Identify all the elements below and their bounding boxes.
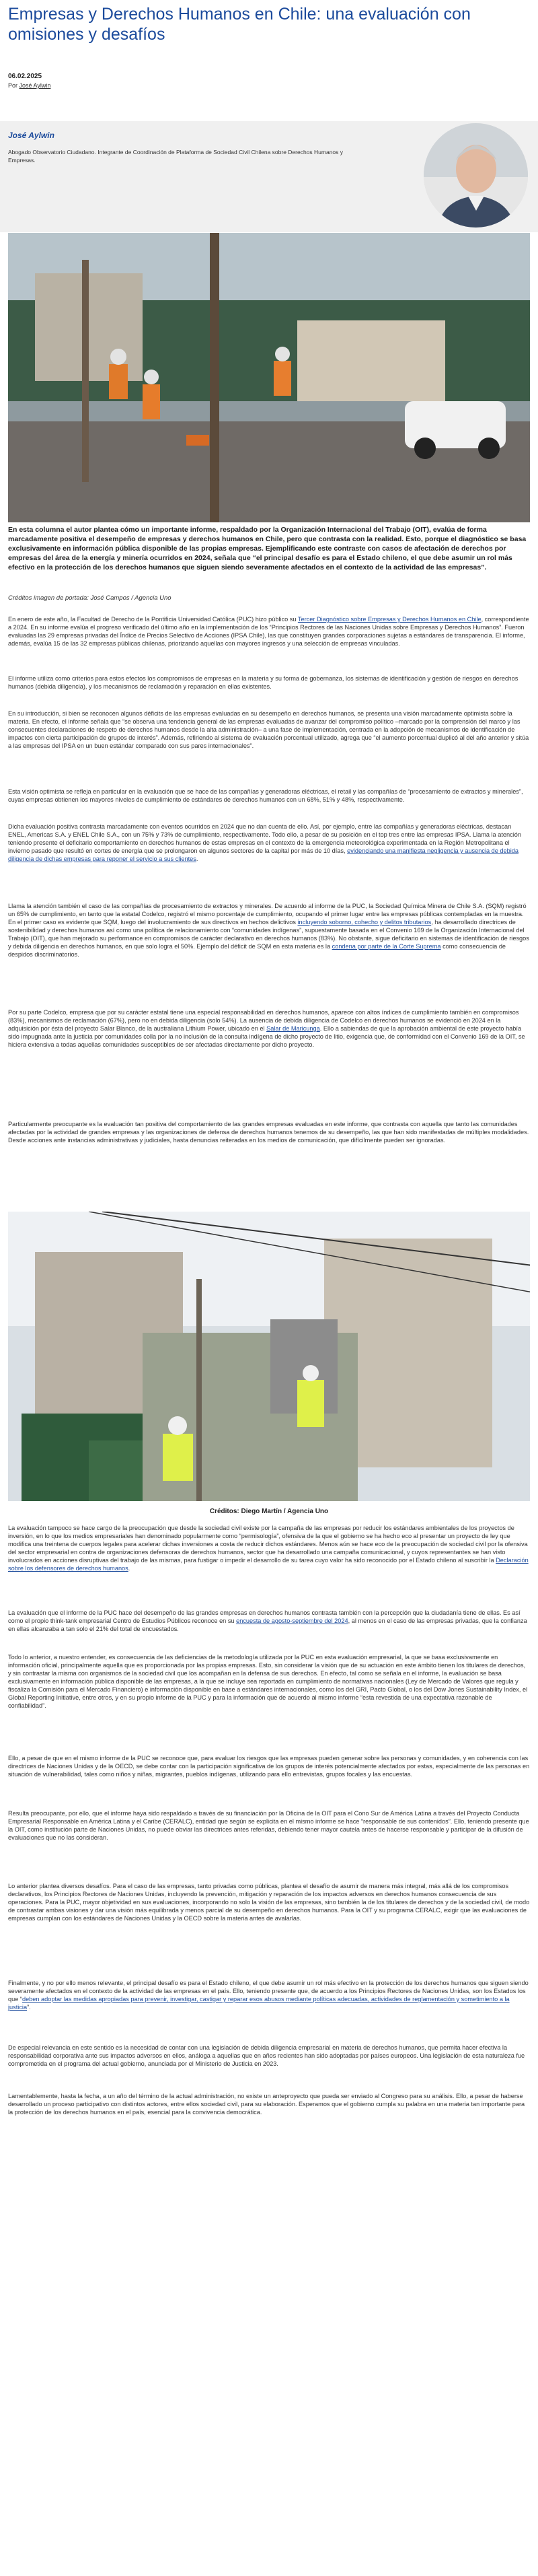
paragraph: Particularmente preocupante es la evaluación tan positiva del comportamiento de las grandes empresas evaluadas en este informe, que contrasta con aquella que tanto las comunidades afectadas por la actividad de grandes empresas y las organizaciones de defensa de derechos humanos tenemos de su desempeño, las que han sido manifestadas de múltiples modalidades. Desde acciones ante instancias administrativas y judiciales, hasta denuncias reiteradas en los medios de comunicación, que difícilmente pueden ser ignoradas. (8, 1121, 529, 1144)
paragraph: Por su parte Codelco, empresa que por su carácter estatal tiene una especial responsabilidad en derechos humanos, aparece con altos índices de cumplimiento también en compromisos (83%), mecanismos de reclamación (67%), pero no en debida diligencia (solo 54%). La ausencia de debida diligencia de Codelco en derechos humanos se evidenció en 2024 en la adquisición por ésta del proyecto Salar Blanco, de la australiana Lithium Power, ubicado en el Salar de Maricunga. Ello a sabiendas de que la aprobación ambiental de este proyecto había sido impugnada ante la justicia por comunidades colla por la no inclusión de la consulta indígena de dicho proyecto de litio, exigencia que, de conformidad con el Convenio 169 de la OIT, se hiciera extensiva a todas aquellas comunidades susceptibles de ser afectadas directamente por dicho proyecto. (8, 1009, 525, 1048)
paragraph-link[interactable]: incluyendo soborno, cohecho y delitos tributarios (297, 919, 432, 926)
article-lead: En esta columna el autor plantea cómo un importante informe, respaldado por la Organización Internacional del Trabajo (OIT), evalúa de forma marcadamente positiva el desempeño de empresas y derechos humanos en Chile, pero que contrasta con la realidad. Esto, porque el diagnóstico se basa exclusivamente en información pública disponible de las propias empresas. Ejemplificando este contraste con casos de afectación de derechos por empresas del área de la energía y minería ocurridos en 2024, señala que “el principal desafío es para el Estado chileno, el que debe asumir un rol más efectivo en la protección de los derechos humanos que siguen siendo severamente afectados en el contexto de la actividad de las empresas”. (8, 526, 527, 571)
paragraph: Todo lo anterior, a nuestro entender, es consecuencia de las deficiencias de la metodología utilizada por la PUC en esta evaluación empresarial, la que se basa exclusivamente en información oficial, principalmente aquella que es proporcionada por las propias empresas. Esto, sin considerar la visión que de su actuación en este ámbito tienen los titulares de derechos, y sin contrastar la misma con organismos de la sociedad civil que los acompañan en la defensa de sus derechos. En efecto, tal como se señala en el informe, la evaluación se basa exclusivamente en información pública disponible de las empresas, a la que se incluye sea reportada en cumplimiento de normativas nacionales (Ley de Mercado de Valores que regula y fiscaliza la Comisión para el Mercado Financiero) e información disponible en base a estándares internacionales, como los del GRI, Pacto Global, o los del Dow Jones Sustainability Index, el Global Reporting Initiative, entre otros, y en su propio informe de la PUC y para la información que de acuerdo al mismo informe “esta revestida de una expectativa razonable de confiabilidad”. (8, 1654, 528, 1709)
article-title: Empresas y Derechos Humanos en Chile: una evaluación con omisiones y desafíos (8, 5, 471, 44)
paragraph-link[interactable]: Declaración sobre los defensores de derechos humanos (8, 1557, 529, 1572)
cover-photo (8, 233, 530, 522)
cover-photo-credit: Créditos imagen de portada: José Campos / Agencia Uno (8, 594, 171, 602)
author-name: José Aylwin (8, 131, 54, 140)
paragraph: El informe utiliza como criterios para estos efectos los compromisos de empresas en la materia y su forma de gobernanza, los sistemas de identificación y gestión de riesgos en derechos humanos (debida diligencia), y los mecanismos de reclamación y reparación en ellas existentes. (8, 675, 518, 690)
paragraph-link[interactable]: Salar de Maricunga (266, 1025, 320, 1032)
article-byline (8, 82, 50, 89)
paragraph: Dicha evaluación positiva contrasta marcadamente con eventos ocurridos en 2024 que no dan cuenta de ello. Así, por ejemplo, entre las compañías y generadoras eléctricas, destacan ENEL, Americas S.A. y ENEL Chile S.A., con un 75% y 73% de cumplimiento, respectivamente. Todo ello, a pesar de su posición en el top tres entre las empresas IPSA. Llama la atención teniendo presente el deficitario comportamiento en derechos humanos de estas empresas en el contexto de la emergencia meteorológica experimentada en la Región Metropolitana el invierno pasado que resultó en cortes de energía que se prolongaron en algunos sectores de la capital por más de 10 días, evidenciando una manifiesta negligencia y ausencia de debida diligencia de dichas empresas para reponer el servicio a sus clientes. (8, 823, 521, 862)
paragraph: La evaluación tampoco se hace cargo de la preocupación que desde la sociedad civil existe por la campaña de las empresas por reducir los estándares ambientales de los proyectos de inversión, en lo que los medios empresariales han denominado popularmente como “permisología”, ofensiva de la que el gobierno se ha hecho eco al presentar un proyecto de ley que modifica una treintena de cuerpos legales para acelerar dichas inversiones a costa de reducir dichos estándares. Menos aún se hace eco de la preocupación de sociedad civil por la ofensiva del sector empresarial en contra de organizaciones defensoras de derechos humanos, sector que ha desarrollado una campaña comunicacional, y cuyos representantes se han visto involucrados en acciones disruptivas del trabajo de las mismas, para fustigar o impedir el desarrollo de su tarea cuyo valor ha sido reconocido por el Estado chileno al suscribir la Declaración sobre los defensores de derechos humanos. (8, 1525, 529, 1572)
paragraph-link[interactable]: deben adoptar las medidas apropiadas para prevenir, investigar, castigar y reparar esos abusos mediante políticas adecuadas, actividades de reglamentación y sometimiento a la justicia (8, 1996, 510, 2011)
author-bio: Abogado Observatorio Ciudadano. Integrante de Coordinación de Plataforma de Sociedad Civil Chilena sobre Derechos Humanos y Empresas. (8, 149, 344, 164)
article-photo (8, 1212, 530, 1501)
byline-prefix: Por (8, 82, 18, 89)
article-photo-credit: Créditos: Diego Martín / Agencia Uno (209, 1508, 329, 1515)
paragraph: Esta visión optimista se refleja en particular en la evaluación que se hace de las compañías y generadoras eléctricas, el retail y las compañías de “procesamiento de extractos y minerales”, cuyas empresas obtienen los mayores niveles de cumplimiento de estándares de derechos humanos con un 68%, 51% y 48%, respectivamente. (8, 788, 523, 803)
paragraph: Lamentablemente, hasta la fecha, a un año del término de la actual administración, no existe un anteproyecto que pueda ser enviado al Congreso para su análisis. Ello, a pesar de haberse desarrollado un proceso participativo con distintos actores, entre ellos sociedad civil, para su elaboración. Esperamos que el gobierno cumpla su palabra en una materia tan importante para la protección de los derechos humanos en el país, esencial para la convivencia democrática. (8, 2093, 525, 2116)
paragraph: Llama la atención también el caso de las compañías de procesamiento de extractos y minerales. De acuerdo al informe de la PUC, la Sociedad Química Minera de Chile S.A. (SQM) registró un 65% de cumplimiento, en tanto que la estatal Codelco, registró el mismo porcentaje de cumplimiento, ocupando el primer lugar entre las empresas públicas contempladas en la muestra. En el primer caso es evidente que SQM, luego del involucramiento de sus directivos en hechos delictivos incluyendo soborno, cohecho y delitos tributarios, ha desarrollado directrices de sostenibilidad y derechos humanos así como una política de relacionamiento con “comunidades indígenas”, supuestamente basada en el Convenio 169 de la Organización Internacional del Trabajo (OIT), que han mejorado su performance en compromisos de carácter declarativo en derechos humanos (83%). No obstante, sigue deficitario en sistemas de identificación de riesgos y debida diligencia en derechos humanos, en que solo logra el 50%. Ejemplo del déficit de SQM en esta materia es la condena por parte de la Corte Suprema como consecuencia de despidos discriminatorios. (8, 903, 529, 958)
paragraph: Lo anterior plantea diversos desafíos. Para el caso de las empresas, tanto privadas como públicas, plantea el desafío de asumir de manera más integral, más allá de los compromisos declarativos, los Principios Rectores de Naciones Unidas, incluyendo la prevención, mitigación y reparación de los impactos adversos en derechos humanos consecuencia de sus operaciones. Para la PUC, mayor objetividad en sus evaluaciones, incorporando no solo la visión de las empresas, sino también la de los titulares de derechos y de la sociedad civil, de modo de contrastar ambas visiones y dar una visión más equilibrada y menos parcial de su desempeño en derechos humanos. Para la OIT y su programa CERALC, exigir que las evaluaciones de empresas cumplan con los estándares de Naciones Unidas y la OECD sobre la materia antes de avalarlas. (8, 1883, 530, 1922)
author-avatar (424, 123, 528, 228)
paragraph: Resulta preocupante, por ello, que el informe haya sido respaldado a través de su financiación por la Oficina de la OIT para el Cono Sur de América Latina a través del Proyecto Conducta Empresarial Responsable en América Latina y el Caribe (CERALC), entidad que según se explicita en el mismo informe se hace “responsable de sus contenidos”. Ello, teniendo presente que la OIT, como institución parte de Naciones Unidas, no puede obviar las directrices antes referidas, debiendo tener mayor cautela antes de hacerse responsable y participar de la difusión de evaluaciones que no las consideran. (8, 1810, 529, 1841)
paragraph-link[interactable]: evidenciando una manifiesta negligencia y ausencia de debida diligencia de dichas empresas para reponer el servicio a sus clientes (8, 847, 519, 862)
paragraph-link[interactable]: Tercer Diagnóstico sobre Empresas y Derechos Humanos en Chile (297, 616, 482, 623)
paragraph: De especial relevancia en este sentido es la necesidad de contar con una legislación de debida diligencia empresarial en materia de derechos humanos, que permita hacer efectiva la responsabilidad corporativa ante sus impactos adversos en ellos, análoga a aquellas que en años recientes han sido adoptadas por países europeos. Una legislación de esta naturaleza fue comprometida en el programa del actual gobierno, anunciada por el Ministerio de Justicia en 2023. (8, 2044, 525, 2067)
byline-author-link[interactable]: José Aylwin (19, 82, 51, 89)
paragraph-link[interactable]: encuesta de agosto-septiembre del 2024 (236, 1617, 348, 1624)
paragraph: En enero de este año, la Facultad de Derecho de la Pontificia Universidad Católica (PUC) hizo público su Tercer Diagnóstico sobre Empresas y Derechos Humanos en Chile, correspondiente a 2024. En su informe evalúa el progreso verificado del último año en la implementación de los “Principios Rectores de las Naciones Unidas sobre Empresas y Derechos Humanos”. Fueron evaluadas las 29 empresas privadas del Índice de Precios Selectivo de Acciones (IPSA Chile), las que constituyen grandes corporaciones sujetas a estándares de transparencia. El informe, además, evalúa 15 de las 32 empresas públicas chilenas, priorizando aquellas con mayores ingresos y una selección de empresas vinculadas. (8, 616, 529, 647)
paragraph-link[interactable]: condena por parte de la Corte Suprema (332, 943, 441, 950)
paragraph: La evaluación que el informe de la PUC hace del desempeño de las grandes empresas en derechos humanos contrasta también con la percepción que la ciudadanía tiene de ellas. Es así como el propio think-tank empresarial Centro de Estudios Públicos reconoce en su encuesta de agosto-septiembre del 2024, al menos en el caso de las empresas privadas, que la confianza en ellas alcanzaba a tan solo el 21% del total de encuestados. (8, 1609, 527, 1632)
article-date: 06.02.2025 (8, 73, 42, 80)
paragraph: Ello, a pesar de que en el mismo informe de la PUC se reconoce que, para evaluar los riesgos que las empresas pueden generar sobre las personas y comunidades, y en coherencia con las directrices de Naciones Unidas y de la OECD, se debe contar con la participación significativa de los grupos de interés potencialmente afectados por estas, especialmente de las personas en situación de vulnerabilidad, tales como niños y niñas, migrantes, pueblos indígenas, utilizando para ello entrevistas, grupos focales y las encuestas. (8, 1755, 530, 1778)
paragraph: Finalmente, y no por ello menos relevante, el principal desafío es para el Estado chileno, el que debe asumir un rol más efectivo en la protección de los derechos humanos que siguen siendo severamente afectados en el contexto de la actividad de las empresas en el país. Ello, teniendo presente que, de acuerdo a los Principios Rectores de Naciones Unidas, son los Estados los que “deben adoptar las medidas apropiadas para prevenir, investigar, castigar y reparar esos abusos mediante políticas adecuadas, actividades de reglamentación y sometimiento a la justicia”. (8, 1980, 529, 2011)
paragraph: En su introducción, si bien se reconocen algunos déficits de las empresas evaluadas en su desempeño en derechos humanos, se presenta una visión marcadamente optimista sobre la materia. En efecto, el informe señala que “se observa una tendencia general de las empresas evaluadas de avanzar del compromiso político –marcado por la comprensión del marco y las consecuentes declaraciones de respeto de derechos humanos desde la alta administración– a una fase de implementación, centrada en la adopción de mecanismos de identificación de impactos con cierta participación de grupos de interés”. Además, refiriendo al sistema de evaluación porcentual utilizado, agrega que “el aumento porcentual duplicó al del año anterior y sitúa a las empresas del IPSA en un buen estándar comparado con sus pares internacionales”. (8, 710, 529, 749)
